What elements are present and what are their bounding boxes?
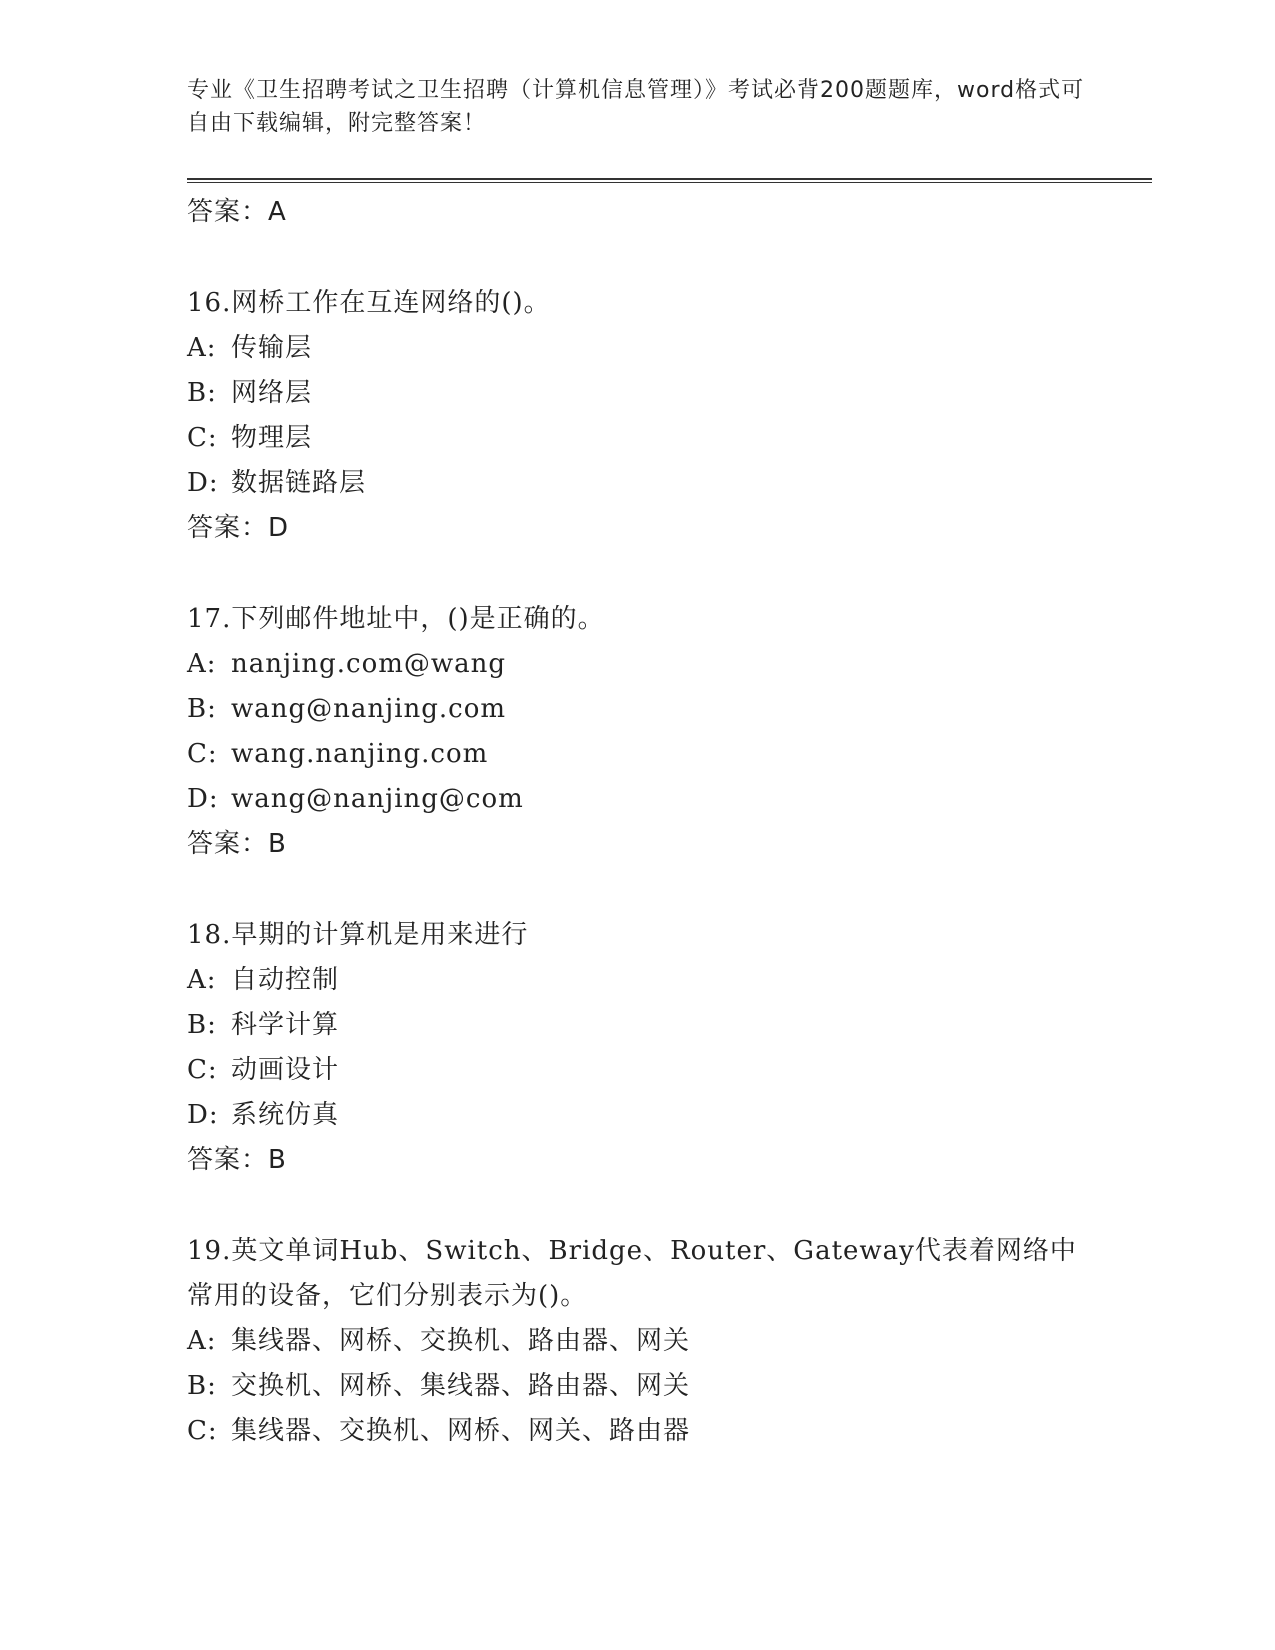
option-letter: B: [187,1010,217,1040]
option-letter: D: [187,468,219,498]
option-letter: A: [187,649,217,679]
option-d [187,1093,1087,1138]
option-letter: D: [187,784,219,814]
option-d [187,461,1087,506]
option-text: wang.nanjing.com [231,739,489,769]
option-b [187,371,1087,416]
option-text: nanjing.com@wang [231,649,507,679]
question-18 [187,913,1087,1183]
option-a [187,1319,1087,1364]
option-text: 交换机、网桥、集线器、路由器、网关 [231,1371,691,1401]
answer: 答案：B [187,1145,287,1175]
option-letter: A: [187,965,217,995]
option-b [187,1003,1087,1048]
option-letter: A: [187,333,217,363]
question-17 [187,597,1087,867]
option-text: 科学计算 [231,1010,340,1040]
option-c [187,416,1087,461]
option-text: 集线器、交换机、网桥、网关、路由器 [231,1416,691,1446]
option-text: 网络层 [231,378,313,408]
question-16 [187,281,1087,551]
answer: 答案：B [187,829,287,859]
option-d [187,777,1087,822]
option-text: 物理层 [231,423,313,453]
option-letter: B: [187,1371,217,1401]
option-b [187,687,1087,732]
option-letter: C: [187,423,218,453]
question-list [187,190,1087,1454]
option-text: 系统仿真 [231,1100,340,1130]
page-header: 专业《卫生招聘考试之卫生招聘（计算机信息管理）》考试必背200题题库，word格式可自由下载编辑，附完整答案！ [187,78,1085,136]
option-text: wang@nanjing@com [231,784,524,814]
previous-answer: 答案：A [187,197,287,227]
header-divider-thick [187,178,1152,180]
question-19 [187,1229,1087,1454]
answer: 答案：D [187,513,290,543]
option-letter: B: [187,694,217,724]
option-letter: C: [187,1416,218,1446]
option-b [187,1364,1087,1409]
option-a [187,642,1087,687]
option-text: wang@nanjing.com [231,694,507,724]
option-text: 数据链路层 [231,468,367,498]
option-a [187,958,1087,1003]
option-c [187,1048,1087,1093]
option-letter: D: [187,1100,219,1130]
question-stem: 19.英文单词Hub、Switch、Bridge、Router、Gateway代表着网络中常用的设备，它们分别表示为()。 [187,1236,1077,1311]
option-a [187,326,1087,371]
option-letter: C: [187,739,218,769]
question-stem: 16.网桥工作在互连网络的()。 [187,288,551,318]
option-text: 集线器、网桥、交换机、路由器、网关 [231,1326,691,1356]
option-c [187,732,1087,777]
question-stem: 18.早期的计算机是用来进行 [187,920,529,950]
option-text: 自动控制 [231,965,340,995]
option-letter: A: [187,1326,217,1356]
option-c [187,1409,1087,1454]
option-letter: B: [187,378,217,408]
option-text: 传输层 [231,333,313,363]
option-letter: C: [187,1055,218,1085]
header-divider-thin [187,182,1152,183]
question-stem: 17.下列邮件地址中，()是正确的。 [187,604,605,634]
option-text: 动画设计 [231,1055,340,1085]
